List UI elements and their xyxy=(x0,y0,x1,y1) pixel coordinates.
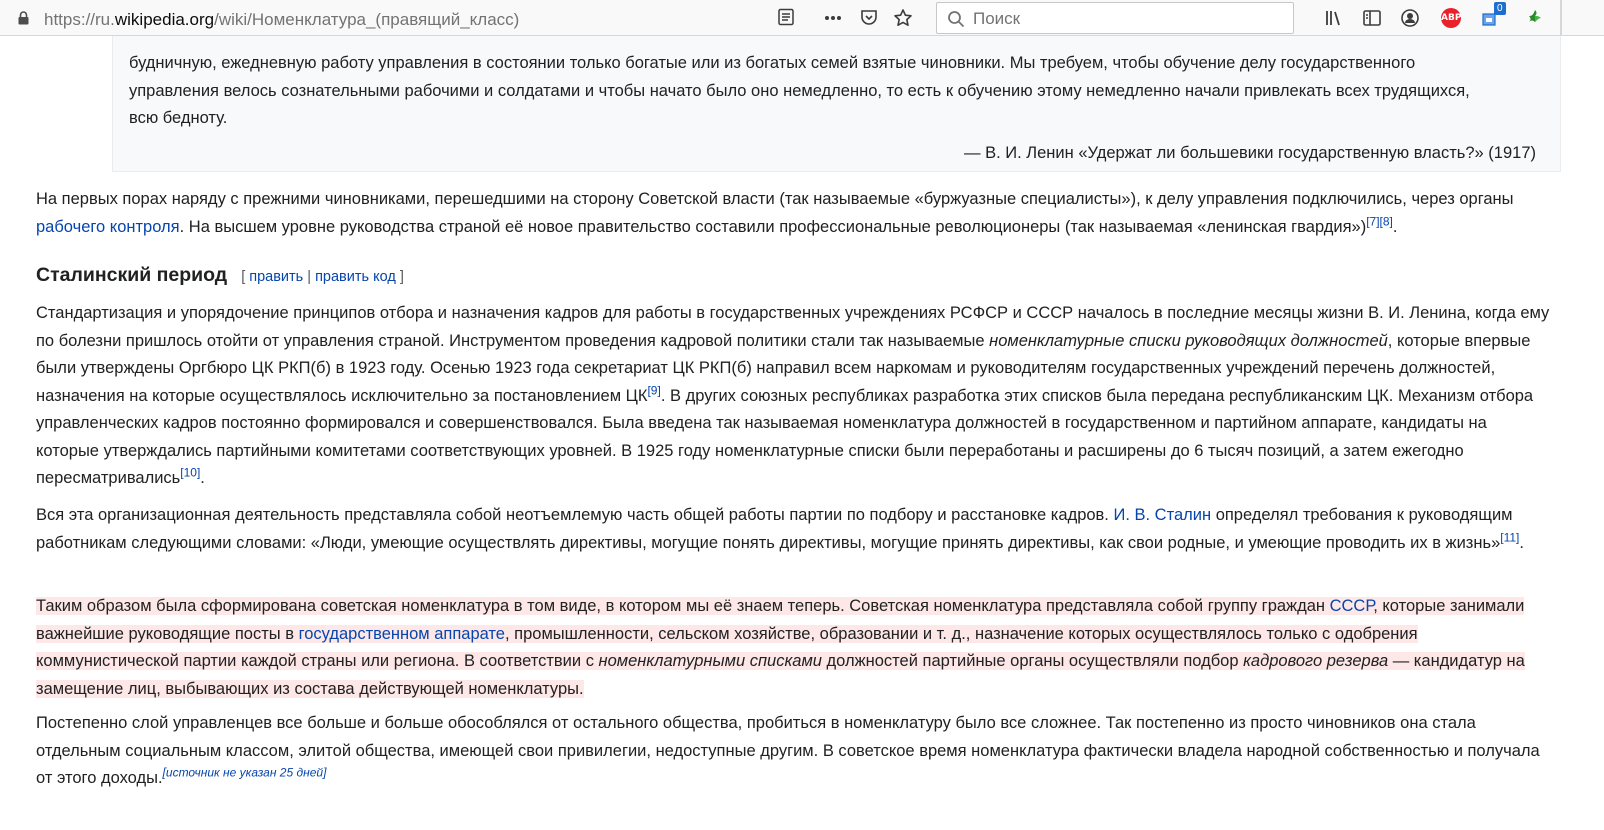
link-state-apparatus[interactable]: государственном аппарате xyxy=(298,624,505,643)
section-title: Сталинский период xyxy=(36,264,228,286)
puzzle-extension-icon[interactable] xyxy=(1525,8,1545,28)
quote-line: управления велось сознательными рабочими и солдатами и чтобы начато было оно немедленно, то есть к обучению этому немедленно начали привлекать всех трудящихся, xyxy=(129,81,1470,100)
search-icon xyxy=(947,10,965,28)
paragraph-1: На первых порах наряду с прежними чиновниками, перешедшими на сторону Советской власти (так называемые «буржуазные специалисты»), к делу управления подключились, через органы рабочего контроля. На высшем уровне руководства страной её новое правительство составили профессиональные революционеры (так называемая «ленинская гвардия»)[7][8]. xyxy=(36,190,1514,236)
edit-links: [ править | править код ] xyxy=(241,269,404,285)
ref-10[interactable]: [10] xyxy=(180,465,201,480)
paragraph-5: Постепенно слой управленцев все больше и больше обособлялся от остального общества, пробиться в номенклатуру было все сложнее. Так постепенно из просто чиновников она стала отдельным социальным классом, элитой общества, имеющей свои привилегии, недоступные другим. В советское время номенклатура фактически владела народной собственностью и получала от этого доходы.[источник не указан 25 дней] xyxy=(36,714,1540,787)
url-text[interactable]: https://ru.wikipedia.org/wiki/Номенклатура_(правящий_класс) xyxy=(44,10,520,29)
paragraph-3: Вся эта организационная деятельность представляла собой неотъемлемую часть общей работы партии по подбору и расстановке кадров. И. В. Сталин определял требования к руководящим работникам следующими словами: «Люди, умеющие осуществлять директивы, могущие понять директивы, могущие принять директивы, как свои родные, и умеющие проводить их в жизнь»[11]. xyxy=(36,506,1524,552)
pocket-icon[interactable] xyxy=(859,8,879,28)
paragraph-4-highlighted xyxy=(36,593,1551,703)
edit-link[interactable]: править xyxy=(249,269,304,285)
edit-code-link[interactable]: править код xyxy=(315,269,396,285)
library-icon[interactable] xyxy=(1324,8,1344,28)
extension-badge: 0 xyxy=(1494,2,1506,15)
quote-box xyxy=(112,36,1561,172)
quote-line: всю бедноту. xyxy=(129,109,228,127)
ref-9[interactable]: [9] xyxy=(647,383,661,397)
lock-icon xyxy=(18,11,29,25)
sidebar-icon[interactable] xyxy=(1362,8,1382,28)
link-workers-control[interactable]: рабочего контроля xyxy=(36,217,180,236)
quote-text xyxy=(129,50,1529,133)
account-icon[interactable] xyxy=(1400,8,1420,28)
link-stalin[interactable]: И. В. Сталин xyxy=(1113,506,1212,524)
bookmark-star-icon[interactable] xyxy=(893,8,913,28)
quote-source: — В. И. Ленин «Удержат ли большевики государственную власть?» (1917) xyxy=(964,144,1536,162)
search-input[interactable] xyxy=(936,2,1294,34)
section-heading xyxy=(36,264,404,287)
ref-11[interactable]: [11] xyxy=(1500,530,1520,544)
search-placeholder: Поиск xyxy=(973,9,1021,28)
paragraph-2: Стандартизация и упорядочение принципов отбора и назначения кадров для работы в государственных учреждениях РСФСР и СССР началось в последние месяцы жизни В. И. Ленина, когда ему по болезни пришлось отойти от управления страной. Инструментом проведения кадровой политики стали так называемые номенклатурные списки руководящих должностей, которые впервые были утверждены Оргбюро ЦК РКП(б) в 1923 году. Осенью 1923 года секретариат ЦК РКП(б) направил всем наркомам и руководителям государственных учреждений перечень должностей, назначения на которые осуществлялось исключительно за постановлением ЦК[9]. В других союзных республиках разработка этих списков была передана республиканским ЦК. Механизм отбора управленческих кадров постоянно формировался и совершенствовался. Была введена так называемая номенклатура должностей в государственном и партийном аппарате, кандидаты на которые утверждались партийными комитетами соответствующих уровней. В 1925 году номенклатурные списки были переработаны и расширены до 6 тысяч позиций, а затем ежегодно пересматривались[10]. xyxy=(36,304,1550,487)
ref-7[interactable]: [7] xyxy=(1366,214,1380,228)
citation-needed: [источник не указан 25 дней] xyxy=(162,765,327,780)
highlighted-text: Таким образом была сформирована советская номенклатура в том виде, в котором мы её знаем теперь. Советская номенклатура представляла собой группу граждан СССР, которые занимали важнейшие руководящие посты в государственном аппарате, промышленности, сельском хозяйстве, образовании и т. д., назначение которых осуществлялось только с одобрения коммунистической партии каждой страны или региона. В соответствии с номенклатурными списками должностей партийные органы осуществляли подбор кадрового резерва — кандидатур на замещение лиц, выбывающих из состава действующей номенклатуры. xyxy=(36,597,1525,698)
ref-8[interactable]: [8] xyxy=(1379,214,1393,228)
citation-needed-link[interactable]: источник не указан 25 дней xyxy=(165,765,324,780)
browser-toolbar xyxy=(0,0,1604,36)
link-ussr[interactable]: СССР xyxy=(1329,597,1374,615)
adblock-plus-icon[interactable]: ABP xyxy=(1441,8,1461,28)
page-actions-icon[interactable] xyxy=(823,8,843,28)
reader-view-icon[interactable] xyxy=(776,8,796,28)
quote-line: будничную, ежедневную работу управления в состоянии только богатые или из богатых семей взятые чиновники. Мы требуем, чтобы обучение делу государственного xyxy=(129,54,1416,72)
toolbar-divider xyxy=(1560,0,1562,36)
